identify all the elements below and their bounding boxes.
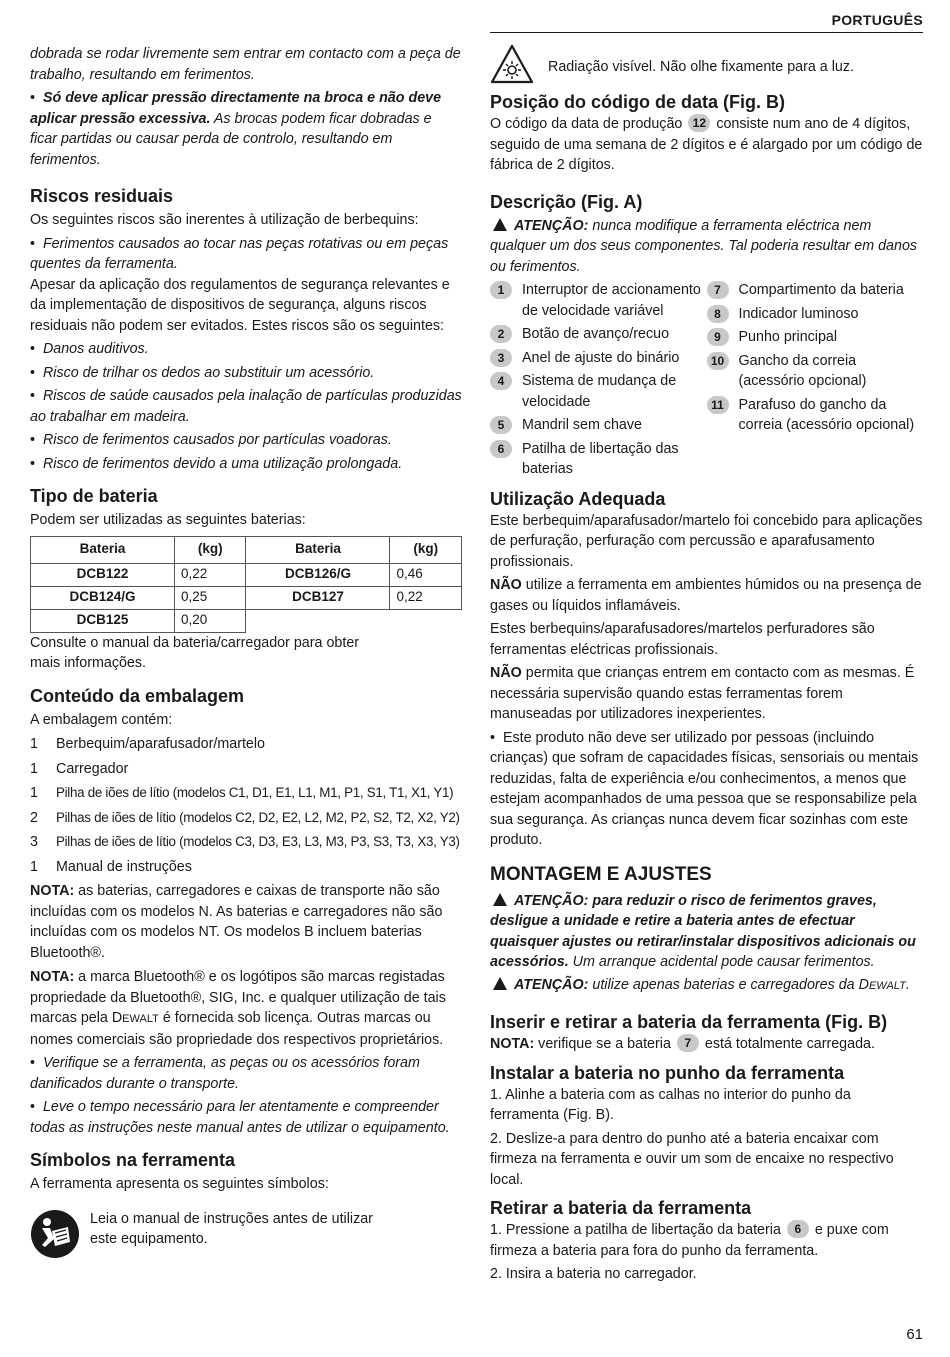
component-label: Mandril sem chave [522, 417, 642, 433]
retirar-text-b: e puxe com firmeza a bateria para fora do punho da ferramenta. [490, 1222, 889, 1259]
component-item [490, 348, 707, 369]
inserir-note [490, 1034, 923, 1055]
empty-cell [246, 609, 390, 632]
nota-bluetooth [30, 967, 462, 1050]
tipo-bateria-note: Consulte o manual da bateria/carregador para obter mais informações. [30, 634, 360, 671]
warning-text: nunca modifique a ferramenta eléctrica nem qualquer um dos seus componentes. Tal poderia resultar em danos ou ferimentos. [490, 217, 918, 275]
inserir-text-b: está totalmente carregada. [704, 1036, 875, 1052]
item-text: Carregador [56, 760, 129, 777]
item-qty: 1 [30, 785, 38, 801]
table-header-row [31, 536, 462, 563]
table-row [31, 609, 462, 632]
component-item [707, 351, 924, 392]
list-item [30, 734, 462, 755]
montagem-warning-1 [490, 891, 923, 973]
emphasis: NÃO [490, 665, 522, 681]
components-right [707, 280, 924, 483]
brand-smallcaps: EWALT [122, 1013, 159, 1025]
col-header: (kg) [175, 536, 246, 563]
warning-icon [493, 977, 507, 990]
nota-baterias [30, 881, 462, 963]
component-item [707, 280, 924, 301]
warning-text: Um arranque acidental pode causar ferimentos. [568, 954, 875, 970]
descricao-warning [490, 216, 923, 278]
callout-badge: 6 [787, 1220, 809, 1238]
component-label: Punho principal [738, 329, 838, 345]
nota-text: a marca Bluetooth® e os logótipos são marcas registadas propriedade da Bluetooth®, SIG, Inc. e qualquer utilização de tais marcas pela D [30, 969, 446, 1026]
retirar-text-a: 1. Pressione a patilha de libertação da bateria [490, 1222, 781, 1238]
components-left [490, 280, 707, 483]
component-label: Compartimento da bateria [738, 282, 904, 298]
language-header: PORTUGUÊS [831, 12, 923, 28]
list-item [30, 783, 462, 804]
nota-label: NOTA: [490, 1036, 535, 1052]
utilizacao-p2-text: utilize a ferramenta em ambientes húmidos ou na presença de gases ou líquidos inflamáveis. [490, 577, 922, 614]
callout-badge: 7 [677, 1034, 699, 1052]
tipo-bateria-intro: Podem ser utilizadas as seguintes baterias: [30, 512, 306, 528]
conteudo-intro: A embalagem contém: [30, 711, 173, 728]
riscos-list-item: • Risco de trilhar os dedos ao substituir um acessório. [30, 363, 462, 384]
callout-badge: 7 [707, 281, 729, 299]
symbol-row [30, 1209, 462, 1259]
component-label: Gancho da correia (acessório opcional) [738, 352, 867, 389]
warning-bold-text: para reduzir o risco de ferimentos graves, desligue a unidade e retire a bateria antes de efectuar quaisquer ajustes ou retirar/instalar dispositivos adicionais ou acessórios. [490, 892, 916, 970]
table-row [31, 563, 462, 586]
page-number: 61 [906, 1326, 923, 1343]
posicao-title: Posição do código de data (Fig. B) [490, 92, 786, 112]
utilizacao-p3: Estes berbequins/aparafusadores/martelos perfuradores são ferramentas eléctricas profissionais. [490, 621, 875, 658]
col-header: (kg) [390, 536, 462, 563]
callout-badge: 5 [490, 416, 512, 434]
component-item [707, 304, 924, 325]
instalar-title: Instalar a bateria no punho da ferramenta [490, 1062, 845, 1083]
callout-badge: 4 [490, 372, 512, 390]
warning-label: ATENÇÃO: [514, 892, 589, 909]
left-column [30, 44, 462, 1259]
component-label: Botão de avanço/recuo [522, 326, 670, 342]
battery-weight: 0,20 [175, 609, 246, 632]
components-list [490, 280, 923, 483]
riscos-bullet-1: • Ferimentos causados ao tocar nas peças rotativas ou em peças quentes da ferramenta. [30, 234, 462, 275]
battery-model: DCB124/G [31, 586, 175, 609]
table-row [31, 586, 462, 609]
warning-icon [493, 218, 507, 231]
posicao-text-b: consiste num ano de 4 dígitos, seguido de uma semana de 2 dígitos e é alargado por um código de fábrica de 2 dígitos. [490, 116, 923, 173]
warning-label: ATENÇÃO: [514, 217, 589, 234]
callout-badge: 8 [707, 305, 729, 323]
nota-label: NOTA: [30, 969, 75, 985]
item-text: Berbequim/aparafusador/martelo [56, 736, 266, 752]
conteudo-title: Conteúdo da embalagem [30, 685, 245, 706]
component-item [490, 371, 707, 412]
tipo-bateria-title: Tipo de bateria [30, 486, 158, 506]
battery-weight: 0,25 [175, 586, 246, 609]
montagem-warning-2 [490, 975, 923, 997]
list-item [30, 759, 462, 780]
item-text: Manual de instruções [56, 858, 192, 875]
battery-weight: 0,22 [175, 563, 246, 586]
inserir-title: Inserir e retirar a bateria da ferramenta (Fig. B) [490, 1012, 888, 1032]
callout-badge: 3 [490, 349, 512, 367]
col-header: Bateria [31, 536, 175, 563]
radiation-warning [490, 44, 923, 84]
emphasis: NÃO [490, 577, 522, 593]
posicao-text [490, 114, 923, 176]
utilizacao-p1: Este berbequim/aparafusador/martelo foi concebido para aplicações de perfuração, perfuração com percussão e aparafusamento profissionais. [490, 512, 923, 570]
symbol-description: Leia o manual de instruções antes de utilizar este equipamento. [90, 1210, 373, 1247]
intro-bullet-bold: Só deve aplicar pressão directamente na broca e não deve aplicar pressão excessiva. [30, 90, 442, 127]
riscos-list-item: • Risco de ferimentos causados por partículas voadoras. [30, 430, 462, 451]
light-radiation-icon [490, 44, 534, 84]
riscos-list-item: • Risco de ferimentos devido a uma utilização prolongada. [30, 454, 462, 475]
item-qty: 1 [30, 760, 38, 777]
retirar-step-2: 2. Insira a bateria no carregador. [490, 1266, 697, 1282]
nota-text: é fornecida sob licença. Outras marcas ou nomes comerciais são propriedade dos respectivos proprietários. [30, 1010, 444, 1048]
callout-badge: 1 [490, 281, 512, 299]
col-header: Bateria [246, 536, 390, 563]
utilizacao-bullet: • Este produto não deve ser utilizado por pessoas (incluindo crianças) que sofram de capacidades físicas, sensoriais ou mentais reduzidas, falta de experiência e/ou conhecimentos, a menos que estejam acompanhados de uma pessoa que se responsabilize pela sua segurança. As crianças nunca devem ficar sozinhas com este produto. [490, 728, 923, 851]
list-item [30, 857, 462, 878]
callout-badge: 12 [688, 114, 710, 132]
instalar-step-1: 1. Alinhe a bateria com as calhas no interior do punho da ferramenta (Fig. B). [490, 1086, 851, 1123]
callout-badge: 2 [490, 325, 512, 343]
radiation-text: Radiação visível. Não olhe fixamente para a luz. [548, 59, 854, 75]
intro-continuation: dobrada se rodar livremente sem entrar em contacto com a peça de trabalho, resultando em ferimentos. [30, 46, 461, 83]
riscos-title: Riscos residuais [30, 186, 174, 206]
utilizacao-p4-text: permita que crianças entrem em contacto com as mesmas. É necessária supervisão quando estas ferramentas forem manuseadas por utilizadores inexperientes. [490, 665, 915, 722]
instalar-step-2: 2. Deslize-a para dentro do punho até a bateria encaixar com firmeza na ferramenta e ouvir um som de encaixe no respectivo local. [490, 1130, 894, 1188]
battery-weight: 0,46 [390, 563, 462, 586]
component-item [490, 324, 707, 345]
right-column [490, 44, 923, 1285]
item-text: Pilha de iões de lítio (modelos C1, D1, E1, L1, M1, P1, S1, T1, X1, Y1) [56, 785, 454, 800]
list-item [30, 808, 462, 829]
riscos-list-item: • Danos auditivos. [30, 339, 462, 360]
callout-badge: 6 [490, 440, 512, 458]
battery-model: DCB122 [31, 563, 175, 586]
riscos-list-item: • Riscos de saúde causados pela inalação de partículas produzidas ao trabalhar em madeira. [30, 386, 462, 427]
component-item [707, 327, 924, 348]
empty-cell [390, 609, 462, 632]
brand-smallcaps: EWALT [868, 979, 906, 992]
simbolos-title: Símbolos na ferramenta [30, 1150, 236, 1170]
utilizacao-p4 [490, 663, 923, 725]
callout-badge: 11 [707, 396, 729, 414]
component-label: Indicador luminoso [738, 305, 859, 322]
item-qty: 2 [30, 809, 38, 826]
battery-model: DCB125 [31, 609, 175, 632]
read-manual-icon [30, 1209, 80, 1259]
component-item [490, 439, 707, 480]
riscos-intro: Os seguintes riscos são inerentes à utilização de berbequins: [30, 212, 419, 228]
warning-text: utilize apenas baterias e carregadores da D [588, 976, 869, 993]
warning-label: ATENÇÃO: [514, 976, 589, 993]
item-text: Pilhas de iões de lítio (modelos C2, D2, E2, L2, M2, P2, S2, T2, X2, Y2) [56, 809, 460, 825]
warning-icon [493, 893, 507, 906]
retirar-step-1 [490, 1220, 923, 1261]
retirar-title: Retirar a bateria da ferramenta [490, 1198, 752, 1218]
battery-weight: 0,22 [390, 586, 462, 609]
component-item [490, 415, 707, 436]
component-label: Parafuso do gancho da correia (acessório opcional) [738, 396, 915, 433]
item-qty: 1 [30, 858, 38, 875]
intro-bullet-rest: As brocas podem ficar dobradas e ficar partidas ou causar perda de controlo, resultando em ferimentos. [30, 110, 432, 168]
item-qty: 1 [30, 736, 38, 752]
battery-model: DCB127 [246, 586, 390, 609]
callout-badge: 10 [707, 352, 729, 370]
descricao-title: Descrição (Fig. A) [490, 191, 643, 212]
warning-text: . [905, 976, 910, 993]
battery-table [30, 536, 462, 633]
callout-badge: 9 [707, 328, 729, 346]
component-item [707, 395, 924, 436]
riscos-paragraph: Apesar da aplicação dos regulamentos de segurança relevantes e da implementação de dispositivos de segurança, alguns riscos residuais não podem ser evitados. Estes riscos são os seguintes: [30, 276, 450, 334]
inserir-text-a: verifique se a bateria [534, 1036, 671, 1052]
verificar-bullet: • Verifique se a ferramenta, as peças ou os acessórios foram danificados durante o transporte. [30, 1053, 462, 1094]
ler-bullet: • Leve o tempo necessário para ler atentamente e compreender todas as instruções neste manual antes de utilizar o equipamento. [30, 1097, 462, 1138]
component-item [490, 280, 707, 321]
utilizacao-p2 [490, 575, 923, 616]
list-item [30, 832, 462, 853]
component-label: Interruptor de accionamento de velocidade variável [522, 282, 701, 319]
component-label: Anel de ajuste do binário [522, 349, 680, 366]
header-rule [490, 32, 923, 33]
nota-text: as baterias, carregadores e caixas de transporte não são incluídas com os modelos N. As baterias e carregadores não são incluídas com os modelos NT. Os modelos B incluem baterias Bluetooth®. [30, 883, 443, 961]
component-label: Sistema de mudança de velocidade [522, 373, 677, 410]
battery-model: DCB126/G [246, 563, 390, 586]
item-text: Pilhas de iões de lítio (modelos C3, D3, E3, L3, M3, P3, S3, T3, X3, Y3) [56, 834, 460, 849]
item-qty: 3 [30, 834, 38, 850]
nota-label: NOTA: [30, 883, 75, 899]
posicao-text-a: O código da data de produção [490, 116, 683, 132]
component-label: Patilha de libertação das baterias [522, 440, 679, 477]
montagem-title: MONTAGEM E AJUSTES [490, 863, 712, 885]
simbolos-intro: A ferramenta apresenta os seguintes símbolos: [30, 1176, 329, 1192]
utilizacao-title: Utilização Adequada [490, 488, 666, 509]
intro-bullet [30, 88, 462, 170]
